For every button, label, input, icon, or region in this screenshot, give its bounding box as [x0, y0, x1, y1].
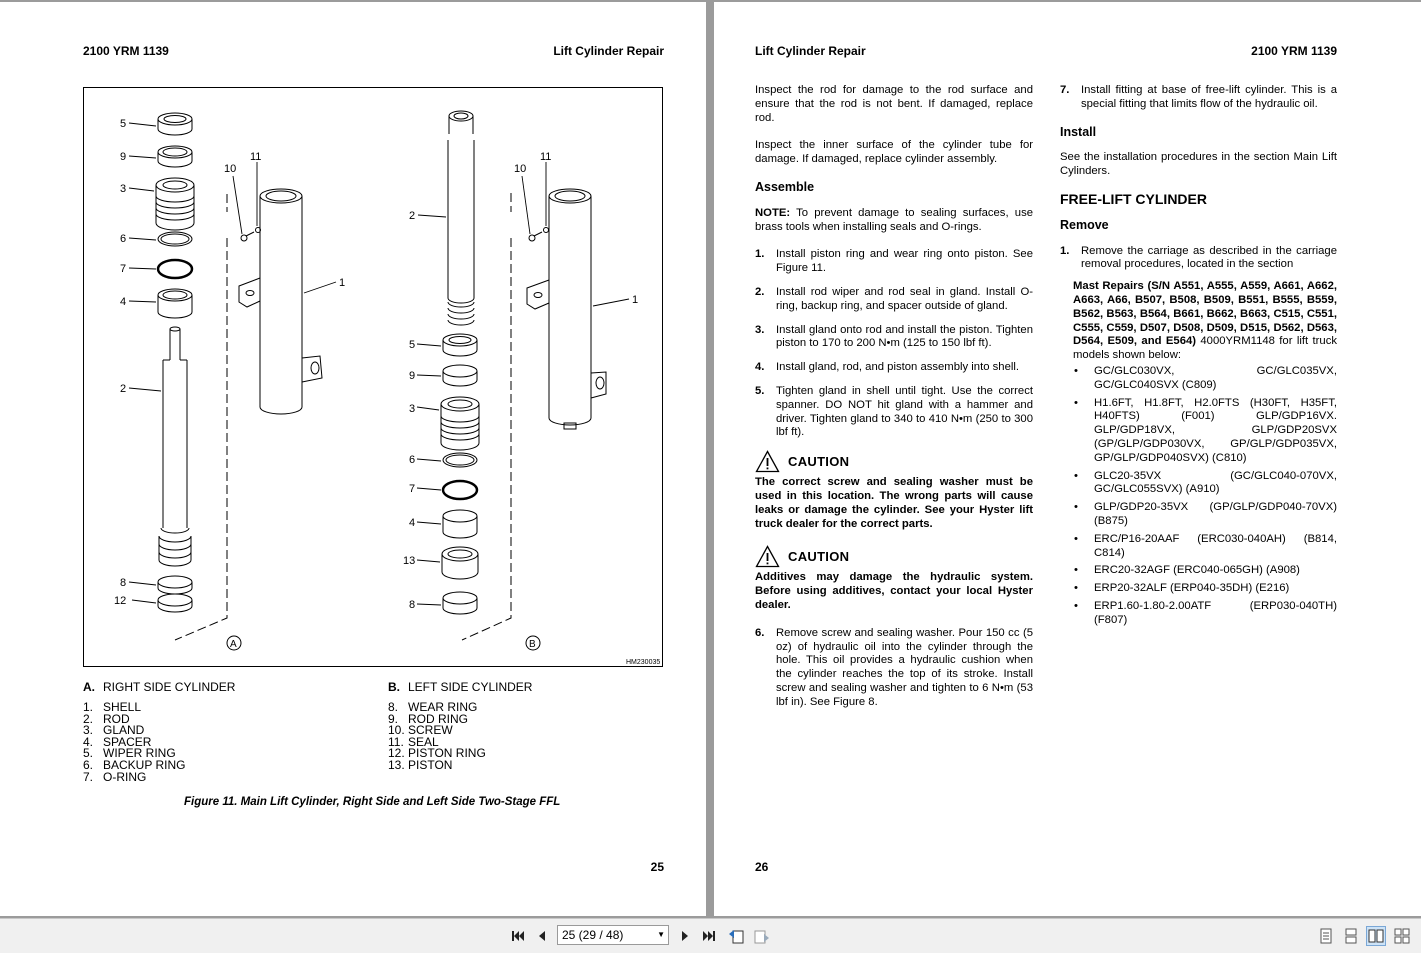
callout-b-5: 5 — [409, 339, 416, 351]
legend-a-title: RIGHT SIDE CYLINDER — [103, 680, 236, 694]
view-b-label: B — [529, 639, 536, 650]
callout-a-5: 5 — [120, 118, 127, 130]
page-number-select[interactable] — [557, 925, 669, 945]
chevron-down-icon: ▼ — [657, 930, 665, 939]
callout-a-1: 1 — [339, 277, 346, 289]
callout-b-11: 11 — [540, 151, 552, 163]
mast-reference-tail: 4000YRM1148 for lift truck models shown below: — [1073, 335, 1337, 362]
remove-heading: Remove — [1060, 217, 1109, 232]
next-view-icon — [754, 928, 770, 944]
caution-text: The correct screw and sealing washer must be used in this location. The wrong parts will cause leaks or damage the cylinder. See your Hyster lift truck dealer for the correct parts. — [755, 476, 1033, 530]
legend-item: 7. O-RING — [83, 769, 147, 784]
figure-11 — [83, 87, 663, 667]
first-page-icon — [511, 929, 525, 943]
list-item: • ERP20-32ALF (ERP040-35DH) (E216) — [1094, 582, 1337, 596]
legend-item: 10. SCREW — [388, 723, 453, 738]
legend-item: 13. PISTON — [388, 757, 453, 772]
list-item: • GLC20-35VX (GC/GLC040-070VX, GC/GLC055SVX) (A910) — [1094, 470, 1337, 498]
legend-item: 12. PISTON RING — [388, 746, 486, 761]
callout-a-7: 7 — [120, 263, 127, 275]
callout-b-3: 3 — [409, 403, 416, 415]
previous-view-button[interactable] — [726, 926, 746, 946]
legend-item: 1. SHELL — [83, 700, 142, 714]
view-a-label: A — [230, 639, 237, 650]
first-page-button[interactable] — [508, 926, 528, 946]
continuous-facing-view-button[interactable] — [1392, 926, 1412, 946]
model-list — [1060, 365, 1337, 628]
step-item: 6. Remove screw and sealing washer. Pour 150 cc (5 oz) of hydraulic oil into the cylinder through the hole. This oil provides a hydraulic cushion when the cylinder reaches the top of its stroke. Install screw and sealing washer and tighten to 6 N•m (53 lbf in). See Figure 8. — [755, 626, 1033, 708]
list-item: • GC/GLC030VX, GC/GLC035VX, GC/GLC040SVX (C809) — [1094, 365, 1337, 393]
next-page-button[interactable] — [675, 926, 695, 946]
legend-item: 9. ROD RING — [388, 711, 468, 726]
paragraph: Inspect the inner surface of the cylinder tube for damage. If damaged, replace cylinder assembly. — [755, 139, 1033, 166]
note-label: NOTE: — [755, 206, 791, 219]
list-item: • GLP/GDP20-35VX (GP/GLP/GDP040-70VX) (B875) — [1094, 501, 1337, 529]
caution-text: Additives may damage the hydraulic system. Before using additives, contact your local Hyster dealer. — [755, 571, 1033, 611]
callout-a-8: 8 — [120, 577, 127, 589]
previous-page-icon — [535, 929, 549, 943]
paragraph: See the installation procedures in the section Main Lift Cylinders. — [1060, 151, 1337, 178]
legend-item: 3. GLAND — [83, 723, 145, 738]
callout-b-9: 9 — [409, 370, 416, 382]
page-number: 25 — [650, 860, 664, 874]
warning-triangle-icon — [755, 545, 780, 568]
next-view-button[interactable] — [752, 926, 772, 946]
callout-b-2: 2 — [409, 210, 416, 222]
page-header-right: Lift Cylinder Repair — [553, 44, 664, 58]
callout-a-2: 2 — [120, 383, 127, 395]
continuous-view-button[interactable] — [1341, 926, 1361, 946]
mast-reference — [1060, 280, 1337, 363]
text-column-right — [1060, 84, 1337, 632]
caution-label: CAUTION — [788, 548, 850, 564]
legend-item: 6. BACKUP RING — [83, 757, 186, 772]
last-page-button[interactable] — [699, 926, 719, 946]
lift-cylinder-diagram — [84, 88, 662, 666]
legend-item: 4. SPACER — [83, 734, 152, 749]
page-header-left: 2100 YRM 1139 — [83, 44, 169, 58]
note-text: To prevent damage to sealing surfaces, use brass tools when installing seals and O-rings. — [755, 206, 1033, 233]
list-item: • ERC/P16-20AAF (ERC030-040AH) (B814, C814) — [1094, 533, 1337, 561]
step-item: 1. Remove the carriage as described in the carriage removal procedures, located in the section — [1060, 244, 1337, 271]
continuous-facing-view-icon — [1394, 928, 1410, 944]
mast-reference-link[interactable]: Mast Repairs (S/N A551, A555, A559, A661, A662, A663, A66, B507, B508, B509, B551, B555, B559, B562, B563, B564, B661, B662, B663, C515, C551, C555, C559, D507, D508, D509, D515, D562, D563, D564, E509, and E564) — [1073, 280, 1337, 348]
step-item: 3. Install gland onto rod and install the piston. Tighten piston to 170 to 200 N•m (125 to 150 lbf ft). — [755, 323, 1033, 350]
paragraph: Inspect the rod for damage to the rod surface and ensure that the rod is not bent. If damaged, replace rod. — [755, 84, 1033, 124]
legend-item: 5. WIPER RING — [83, 746, 176, 761]
step-item: 1. Install piston ring and wear ring onto piston. See Figure 11. — [755, 248, 1033, 275]
note — [755, 207, 1033, 235]
callout-b-1: 1 — [632, 294, 639, 306]
caution-heading — [755, 450, 1033, 473]
facing-pages-view-button[interactable] — [1366, 926, 1386, 946]
text-column-left — [755, 84, 1033, 720]
next-page-icon — [678, 929, 692, 943]
callout-a-3: 3 — [120, 183, 127, 195]
page-number: 26 — [755, 860, 769, 874]
page-25 — [0, 2, 706, 916]
callout-a-12: 12 — [114, 595, 127, 607]
callout-a-10: 10 — [224, 163, 237, 175]
legend-right-list — [388, 702, 486, 772]
step-item: 4. Install gland, rod, and piston assembly into shell. — [755, 361, 1020, 374]
list-item: • ERC20-32AGF (ERC040-065GH) (A908) — [1094, 564, 1337, 578]
step-item: 2. Install rod wiper and rod seal in gland. Install O-ring, backup ring, and spacer outside of gland. — [755, 285, 1033, 312]
facing-pages-view-icon — [1368, 929, 1384, 943]
callout-b-4: 4 — [409, 517, 416, 529]
legend-b-heading — [388, 680, 532, 694]
warning-triangle-icon — [755, 450, 780, 473]
figure-caption: Figure 11. Main Lift Cylinder, Right Side and Left Side Two-Stage FFL — [184, 796, 561, 808]
legend-item: 8. WEAR RING — [388, 700, 478, 714]
callout-b-8: 8 — [409, 599, 416, 611]
legend-item: 2. ROD — [83, 711, 130, 726]
callout-b-13: 13 — [403, 555, 416, 567]
page-header-right: 2100 YRM 1139 — [1251, 44, 1337, 58]
previous-page-button[interactable] — [532, 926, 552, 946]
caution-heading — [755, 545, 1033, 568]
callout-b-7: 7 — [409, 483, 416, 495]
legend-b-title: LEFT SIDE CYLINDER — [408, 680, 533, 694]
figure-id: HM230035 — [626, 659, 661, 666]
assemble-heading: Assemble — [755, 179, 815, 194]
page-indicator: 25 (29 / 48) — [562, 928, 624, 942]
callout-a-4: 4 — [120, 296, 127, 308]
callout-a-6: 6 — [120, 233, 127, 245]
callout-a-11: 11 — [250, 151, 262, 163]
viewer-toolbar — [0, 918, 1421, 953]
step-item: 5. Tighten gland in shell until tight. Use the correct spanner. DO NOT hit gland with a hammer and driver. Tighten gland to 340 to 410 N•m (250 to 300 lbf ft). — [755, 384, 1033, 439]
legend-item: 11. SEAL — [388, 734, 439, 749]
step-item: 7. Install fitting at base of free-lift cylinder. This is a special fitting that limits flow of the hydraulic oil. — [1060, 84, 1337, 110]
single-page-view-button[interactable] — [1316, 926, 1336, 946]
last-page-icon — [702, 929, 716, 943]
legend-b-letter: B. — [388, 680, 400, 694]
legend-left-list — [83, 702, 185, 783]
page-26 — [714, 2, 1421, 916]
previous-view-icon — [728, 928, 744, 944]
single-page-view-icon — [1319, 928, 1333, 944]
callout-b-6: 6 — [409, 454, 416, 466]
page-header-left: Lift Cylinder Repair — [755, 44, 866, 58]
free-lift-heading: FREE-LIFT CYLINDER — [1060, 190, 1207, 207]
continuous-view-icon — [1344, 928, 1358, 944]
legend-a-letter: A. — [83, 680, 95, 694]
list-item: • ERP1.60-1.80-2.00ATF (ERP030-040TH) (F807) — [1094, 600, 1337, 628]
install-heading: Install — [1060, 124, 1097, 139]
callout-a-9: 9 — [120, 151, 127, 163]
caution-label: CAUTION — [788, 453, 850, 469]
callout-b-10: 10 — [514, 163, 527, 175]
list-item: • H1.6FT, H1.8FT, H2.0FTS (H30FT, H35FT, H40FTS) (F001) GLP/GDP16VX. GLP/GDP18VX, GLP/GDP20SVX (GP/GLP/GDP030VX, GP/GLP/GDP035VX, GP/GLP/GDP040SVX) (C810) — [1094, 397, 1337, 466]
legend-a-heading — [83, 680, 235, 694]
